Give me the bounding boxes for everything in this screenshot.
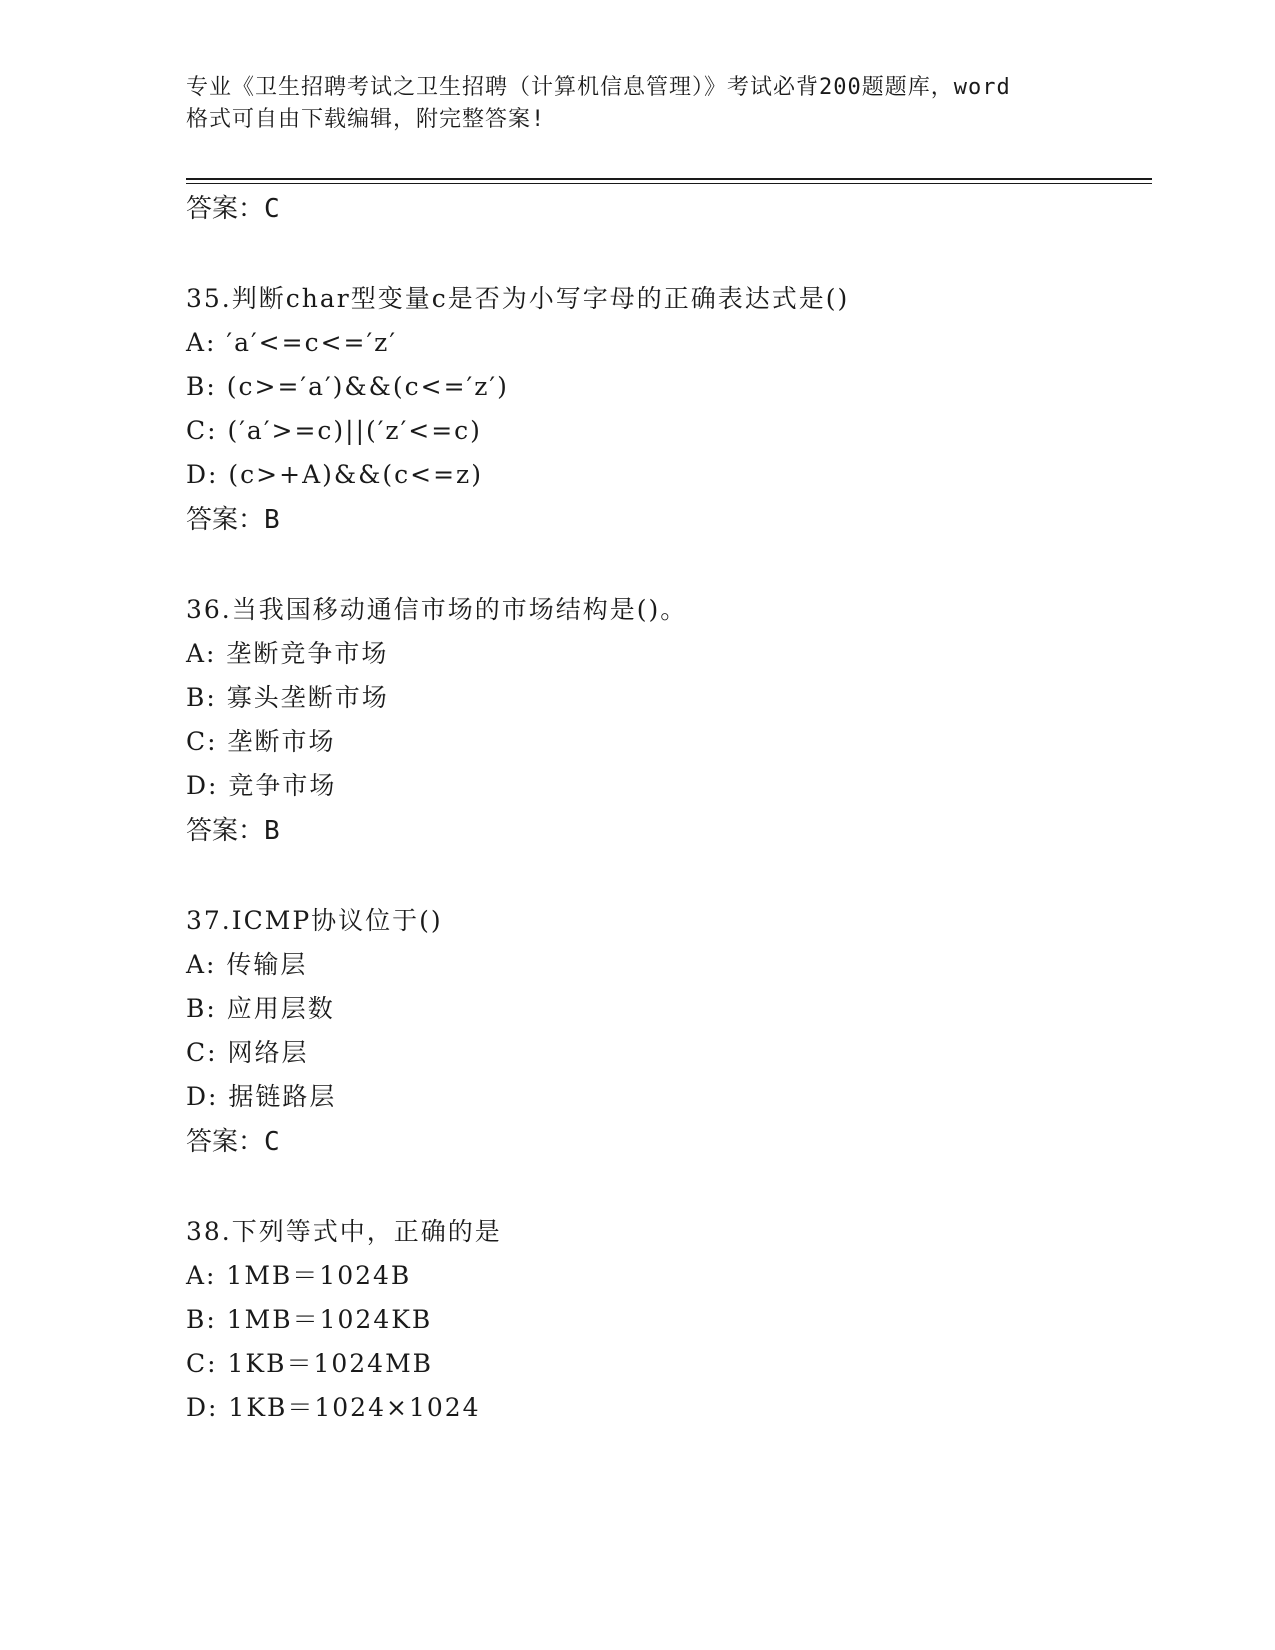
question-36-option-c: C: 垄断市场 <box>186 727 336 756</box>
question-37-option-c: C: 网络层 <box>186 1038 309 1067</box>
header-rule-thin <box>186 183 1152 184</box>
question-35-option-c: C: (′a′>=c)||(′z′<=c) <box>186 416 482 445</box>
question-37-stem: 37.ICMP协议位于() <box>186 906 443 935</box>
question-36-option-a: A: 垄断竞争市场 <box>186 639 389 668</box>
answer-37: 答案：C <box>186 1127 280 1157</box>
question-37-option-a: A: 传输层 <box>186 950 308 979</box>
question-38-option-a: A: 1MB＝1024B <box>186 1261 412 1290</box>
answer-36: 答案：B <box>186 816 280 846</box>
header-line-1: 专业《卫生招聘考试之卫生招聘（计算机信息管理）》考试必背200题题库，word <box>186 75 1011 100</box>
document-header <box>186 72 1086 136</box>
question-37-option-d: D: 据链路层 <box>186 1082 337 1111</box>
question-38-stem: 38.下列等式中，正确的是 <box>186 1217 502 1246</box>
question-35-option-d: D: (c>+A)&&(c<=z) <box>186 460 483 489</box>
question-36-option-d: D: 竞争市场 <box>186 771 337 800</box>
question-36-option-b: B: 寡头垄断市场 <box>186 683 389 712</box>
question-35-stem: 35.判断char型变量c是否为小写字母的正确表达式是() <box>186 284 850 313</box>
question-35-option-b: B: (c>=′a′)&&(c<=′z′) <box>186 372 509 401</box>
answer-34: 答案：C <box>186 194 280 224</box>
header-line-2: 格式可自由下载编辑，附完整答案! <box>186 107 546 132</box>
question-37-option-b: B: 应用层数 <box>186 994 335 1023</box>
question-35-option-a: A: ′a′<=c<=′z′ <box>186 328 397 357</box>
question-38-option-b: B: 1MB＝1024KB <box>186 1305 433 1334</box>
question-38-option-c: C: 1KB＝1024MB <box>186 1349 434 1378</box>
answer-35: 答案：B <box>186 505 280 535</box>
question-38-option-d: D: 1KB＝1024×1024 <box>186 1393 481 1422</box>
header-rule-thick <box>186 178 1152 180</box>
question-36-stem: 36.当我国移动通信市场的市场结构是()。 <box>186 595 688 624</box>
